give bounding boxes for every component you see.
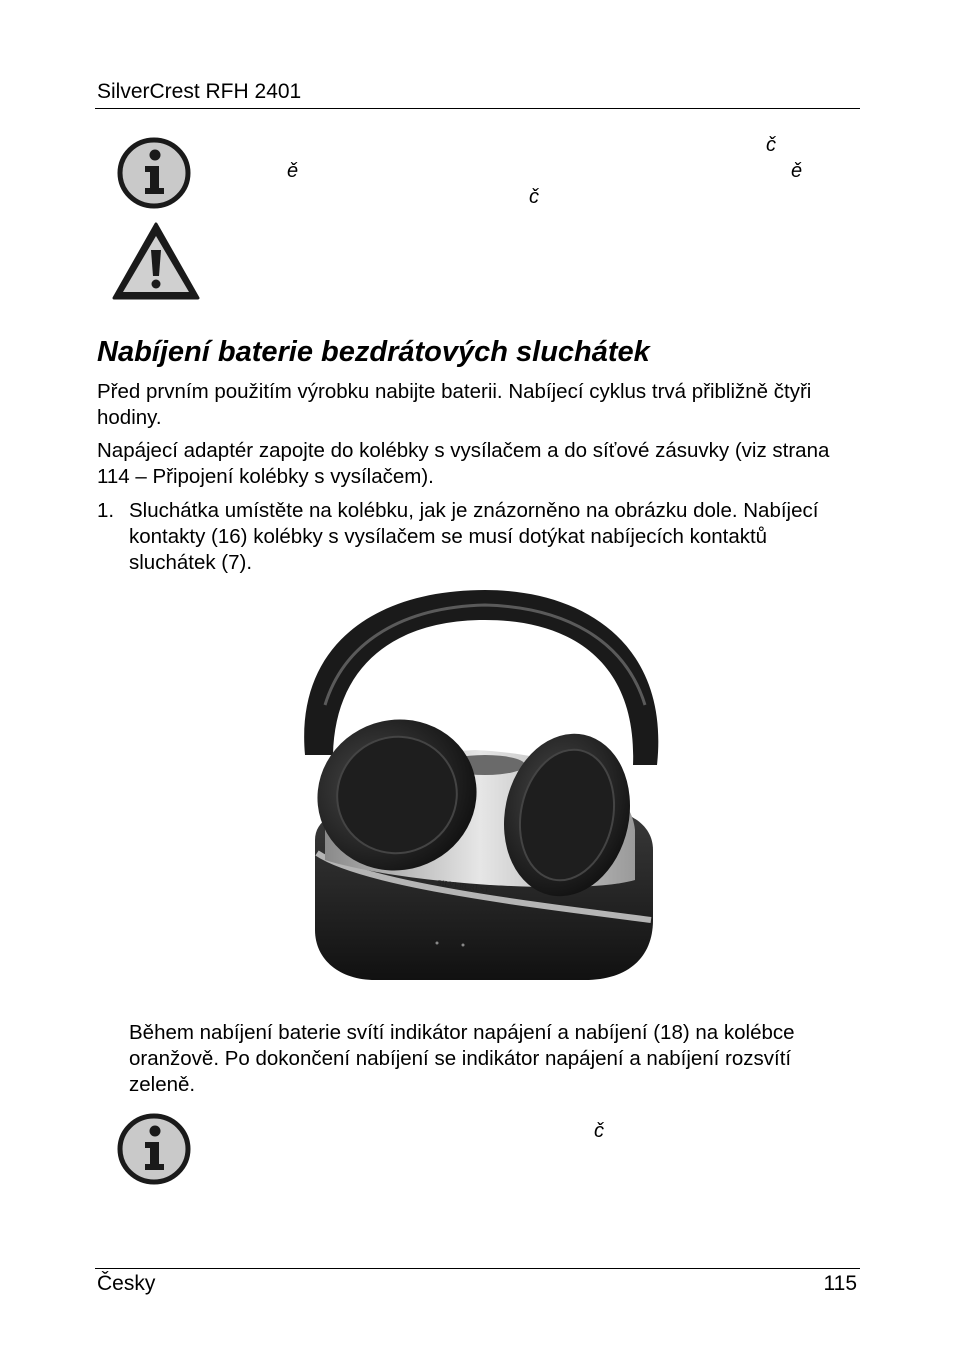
warning-icon	[110, 220, 202, 302]
footer-rule	[95, 1268, 860, 1269]
paragraph-intro: Před prvním použitím výrobku nabijte baterii. Nabíjecí cyklus trvá přibližně čtyři hodiny.	[97, 380, 812, 429]
paragraph-charging-indicator: Během nabíjení baterie svítí indikátor napájení a nabíjení (18) na kolébce oranžově. Po dokončení nabíjení se indikátor napájení a nabíjení rozsvítí zeleně.	[129, 1021, 795, 1096]
note-glyph: ě	[287, 160, 299, 182]
footer-language: Česky	[97, 1272, 156, 1295]
list-number: 1.	[97, 499, 115, 522]
paragraph-adapter: Napájecí adaptér zapojte do kolébky s vysílačem a do síťové zásuvky (viz strana 114 – Připojení kolébky s vysílačem).	[97, 439, 830, 488]
header-title: SilverCrest RFH 2401	[97, 80, 302, 103]
note-glyph: č	[766, 134, 776, 156]
info-icon	[114, 136, 194, 210]
note-glyph: č	[529, 186, 539, 208]
info-icon	[114, 1112, 194, 1186]
headphones-cradle-image	[285, 585, 670, 985]
brand-label: SILVERCREST	[436, 878, 490, 895]
section-heading: Nabíjení baterie bezdrátových sluchátek	[97, 336, 650, 368]
page-number: 115	[823, 1272, 857, 1295]
note-glyph: ě	[791, 160, 803, 182]
note-glyph: č	[594, 1120, 604, 1142]
list-text: Sluchátka umístěte na kolébku, jak je znázorněno na obrázku dole. Nabíjecí kontakty (16) kolébky s vysílačem se musí dotýkat nabíjecích kontaktů sluchátek (7).	[129, 499, 819, 574]
header-rule	[95, 108, 860, 109]
